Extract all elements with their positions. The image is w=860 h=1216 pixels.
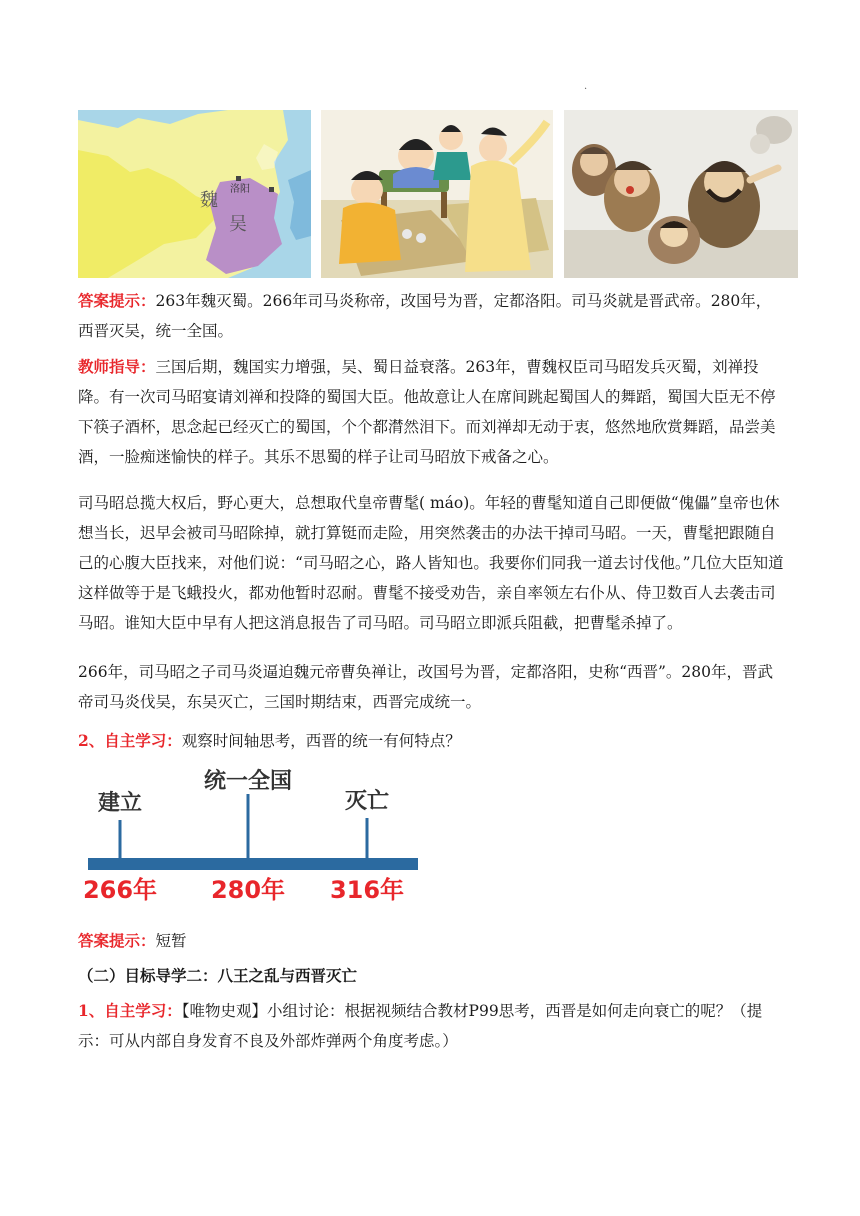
answer-hint-1	[78, 286, 784, 346]
timeline-event-3: 灭亡	[344, 789, 390, 814]
map-label-luoyang: 洛阳	[230, 184, 250, 195]
task-2-number: 2、自主学习：	[78, 731, 182, 750]
timeline-figure	[78, 758, 428, 908]
answer-hint-2-label: 答案提示：	[78, 931, 156, 950]
banquet-illustration	[321, 110, 553, 278]
task-2-text: 观察时间轴思考，西晋的统一有何特点？	[181, 732, 461, 750]
timeline-event-1: 建立	[97, 791, 143, 816]
timeline-event-2: 统一全国	[203, 769, 293, 794]
teacher-guidance-text: 三国后期，魏国实力增强，吴、蜀日益衰落。263年，曹魏权臣司马昭发兵灭蜀，刘禅投降。有一次司马昭宴请刘禅和投降的蜀国大臣。他故意让人在席间跳起蜀国人的舞蹈，蜀国大臣无不停下筷子酒杯，思念起已经灭亡的蜀国，个个都潸然泪下。而刘禅却无动于衷，悠然地欣赏舞蹈，品尝美酒，一脸痴迷愉快的样子。其乐不思蜀的样子让司马昭放下戒备之心。	[78, 358, 776, 466]
timeline-bar	[88, 858, 418, 870]
map-label-wei: 魏	[200, 190, 218, 211]
section-heading: （二）目标导学二：八王之乱与西晋灭亡	[78, 966, 358, 985]
timeline-year-2: 280年	[210, 876, 286, 904]
task-3-text: 【唯物史观】小组讨论：根据视频结合教材P99思考，西晋是如何走向衰亡的呢？（提示：可从内部自身发育不良及外部炸弹两个角度考虑。）	[78, 1002, 763, 1050]
teacher-guidance-label: 教师指导：	[78, 357, 156, 376]
timeline-year-1: 266年	[82, 876, 158, 904]
answer-hint-2-text: 短暂	[155, 932, 187, 950]
answer-hint-2	[78, 926, 784, 956]
soldiers-illustration	[564, 110, 798, 278]
task-3-number: 1、自主学习：	[78, 1001, 182, 1020]
story-paragraph-2: 266年，司马昭之子司马炎逼迫魏元帝曹奂禅让，改国号为晋，定都洛阳，史称“西晋”。280年，晋武帝司马炎伐吴，东吴灭亡，三国时期结束，西晋完成统一。	[78, 663, 774, 711]
teacher-guidance	[78, 352, 784, 472]
task-3-prompt	[78, 996, 784, 1056]
answer-hint-label: 答案提示：	[78, 291, 156, 310]
answer-hint-text: 263年魏灭蜀。266年司马炎称帝，改国号为晋，定都洛阳。司马炎就是晋武帝。280年，西晋灭吴，统一全国。	[78, 292, 772, 340]
timeline-year-3: 316年	[329, 876, 405, 904]
story-paragraph-1: 司马昭总揽大权后，野心更大，总想取代皇帝曹髦( máo)。年轻的曹髦知道自己即便做“傀儡”皇帝也休想当长，迟早会被司马昭除掉，就打算铤而走险，用突然袭击的办法干掉司马昭。一天，曹髦把跟随自己的心腹大臣找来，对他们说：“司马昭之心，路人皆知也。我要你们同我一道去讨伐他。”几位大臣知道这样做等于是飞蛾投火，都劝他暂时忍耐。曹髦不接受劝告，亲自率领左右仆从、侍卫数百人去袭击司马昭。谁知大臣中早有人把这消息报告了司马昭。司马昭立即派兵阻截，把曹髦杀掉了。	[78, 494, 784, 632]
task-2-prompt	[78, 726, 784, 756]
map-image	[78, 110, 311, 278]
stray-dot: ·	[584, 84, 588, 95]
map-label-wu: 吴	[229, 214, 247, 235]
